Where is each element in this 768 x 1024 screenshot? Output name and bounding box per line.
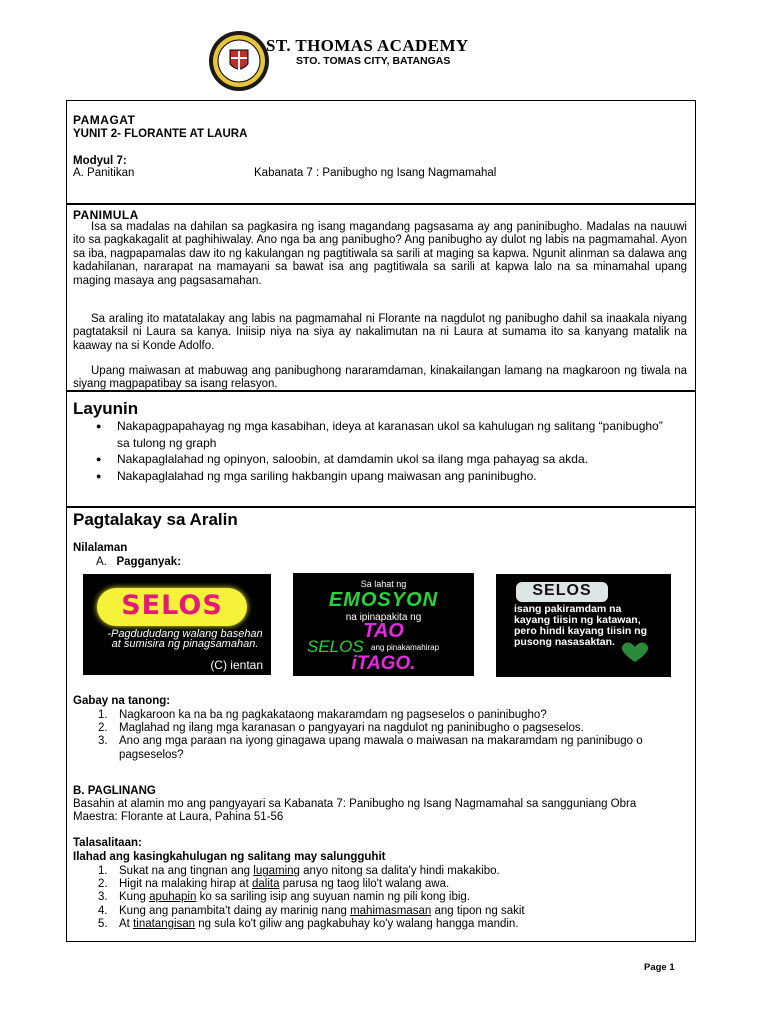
vocabulary-list xyxy=(73,865,687,931)
vocabulary-item xyxy=(73,891,687,904)
module-label: Modyul 7: xyxy=(73,155,127,167)
school-seal-logo xyxy=(208,30,270,92)
img2-line-4: TAO xyxy=(363,620,404,642)
divider xyxy=(66,506,696,508)
item-text: Sukat na ang tingnan ang xyxy=(119,865,254,877)
talasalitaan-heading: Talasalitaan: xyxy=(73,837,142,849)
item-text: Kung ang panambita't daing ay marinig nang xyxy=(119,904,351,917)
selos-image-3 xyxy=(496,574,671,677)
item-text: parusa ng taog lilo't walang awa. xyxy=(279,878,450,891)
question-number: 1. xyxy=(98,709,108,721)
item-number: 2. xyxy=(98,878,108,891)
underlined-word: apuhapin xyxy=(149,891,197,904)
vocabulary-item xyxy=(73,905,687,918)
guide-question xyxy=(73,722,687,735)
paglinang-text: Basahin at alamin mo ang pangyayari sa Kabanata 7: Panibugho ng Isang Nagmamahal sa sangguniang Obra Maestra: Florante at Laura, Pahina 51-56 xyxy=(73,798,637,824)
item-number: 4. xyxy=(98,904,108,917)
img2-line-2: EMOSYON xyxy=(328,589,439,611)
panimula-paragraph-3: Upang maiwasan at mabuwag ang panibughong nararamdaman, kinakailangan lamang na magkaroon ng tiwala na siyang magpapatibay sa isang relasyon. xyxy=(73,365,687,391)
item-text: ang tipon ng sakit xyxy=(431,904,525,917)
pagganyak-label xyxy=(96,556,181,568)
vocabulary-item xyxy=(73,918,687,931)
selos-credit: (C) ientan xyxy=(210,658,263,672)
img2-line-5: SELOS xyxy=(307,637,364,656)
selos-caption-3: isang pakiramdam na kayang tiisin ng katawan, pero hindi kayang tiisin ng pusong nasasaktan. xyxy=(514,603,648,648)
pagtalakay-heading: Pagtalakay sa Aralin xyxy=(73,510,238,529)
gabay-heading: Gabay na tanong: xyxy=(73,695,171,707)
question-number: 2. xyxy=(98,722,108,735)
selos-word-3: SELOS xyxy=(532,582,592,599)
paglinang-heading: B. PAGLINANG xyxy=(73,785,156,797)
img2-line-1: Sa lahat ng xyxy=(360,579,407,589)
objective-item: ● Nakapagpapahayag ng mga kasabihan, ideya at karanasan ukol sa kahulugan ng salitang “panibugho” sa tulong ng graph xyxy=(73,418,673,451)
nilalaman-label: Nilalaman xyxy=(73,542,128,554)
img2-line-3: na ipinapakita ng xyxy=(345,612,422,623)
selos-word-1: SELOS xyxy=(121,590,223,621)
question-text: Maglahad ng ilang mga karanasan o pangyayari na nagdulot ng paninibugho o pagseselos. xyxy=(119,722,584,735)
selos-caption-1: -Pagdududang walang basehan at sumisira ng pinagsamahan. xyxy=(107,628,263,650)
item-number: 3. xyxy=(98,891,108,904)
pagganyak-letter: A. xyxy=(96,556,107,568)
objective-item: ● Nakapaglalahad ng opinyon, saloobin, at damdamin ukol sa ilang mga pahayag sa akda. xyxy=(73,451,673,468)
green-heart-icon xyxy=(618,640,652,664)
item-text: Higit na malaking hirap at xyxy=(119,878,252,891)
question-number: 3. xyxy=(98,735,108,748)
objectives-list xyxy=(73,418,673,484)
item-number: 5. xyxy=(98,917,108,930)
pamagat-heading: PAMAGAT xyxy=(73,113,136,127)
panitikan-label: A. Panitikan xyxy=(73,167,135,179)
school-city: STO. TOMAS CITY, BATANGAS xyxy=(296,55,451,67)
underlined-word: lugaming xyxy=(253,865,300,877)
item-text: anyo nitong sa dalita'y hindi makakibo. xyxy=(299,865,500,877)
divider xyxy=(66,203,696,205)
img2-line-6: ang pinakamahirap xyxy=(371,643,440,652)
school-name: ST. THOMAS ACADEMY xyxy=(266,36,469,55)
chapter-title: Kabanata 7 : Panibugho ng Isang Nagmamahal xyxy=(254,167,497,179)
underlined-word: tinatangisan xyxy=(133,917,196,930)
vocabulary-item xyxy=(73,865,687,878)
layunin-heading: Layunin xyxy=(73,399,139,418)
panimula-paragraph-2: Sa araling ito matatalakay ang labis na pagmamahal ni Florante na nagdulot ng panibugho dahil sa inaakala niyang pagtataksil ni Laura sa kanya. Iniisip niya na siya ay nakalimutan na ni Laura at sumama ito sa kanyang matalik na kaaway na si Konde Adolfo. xyxy=(73,313,687,352)
selos-image-2 xyxy=(293,573,474,676)
objective-item: ● Nakapaglalahad ng mga sariling hakbangin upang maiwasan ang paninibugho. xyxy=(73,468,673,485)
item-text: Kung xyxy=(119,891,150,904)
guide-question xyxy=(73,735,687,761)
img2-line-7: iTAGO. xyxy=(351,653,416,674)
pagganyak-text: Pagganyak: xyxy=(116,556,182,568)
talasalitaan-instruction: Ilahad ang kasingkahulugan ng salitang may salungguhit xyxy=(73,851,386,863)
vocabulary-item xyxy=(73,878,687,891)
guide-question xyxy=(73,709,687,722)
page-number: Page 1 xyxy=(644,962,675,973)
panimula-heading: PANIMULA xyxy=(73,208,139,222)
unit-title: YUNIT 2- FLORANTE AT LAURA xyxy=(73,128,248,140)
item-text: ng sula ko't giliw ang pagkabuhay ko'y walang hangga mandin. xyxy=(195,917,519,930)
item-number: 1. xyxy=(98,865,108,877)
item-text: ko sa sariling isip ang suyuan namin ng pili kong ibig. xyxy=(196,891,470,904)
item-text: At xyxy=(119,917,134,930)
question-text: Ano ang mga paraan na iyong ginagawa upang mawala o maiwasan na makaramdam ng paninibugo o pagseselos? xyxy=(119,735,643,761)
selos-image-1 xyxy=(83,574,271,675)
question-text: Nagkaroon ka na ba ng pagkakataong makaramdam ng pagseselos o paninibugho? xyxy=(119,709,547,721)
panimula-paragraph-1: Isa sa madalas na dahilan sa pagkasira ng isang magandang pagsasama ay ang paninibugho. Madalas na nauuwi ito sa pagkakagalit at paghihiwalay. Ano nga ba ang panibugho? Ang panibugho ay dulot ng labis na pagmamahal. Ayon sa iba, nagpapamalas daw ito ng kakulangan ng pagtitiwala sa sarili at maging sa kapwa. Ngunit alinman sa dalawa ang kadahilanan, nararapat na mamayani sa bawat isa ang pagtitiwala sa sarili at kapwa lalo na sa minamahal upang maging masaya ang pagsasamahan. xyxy=(73,221,687,287)
underlined-word: dalita xyxy=(251,878,280,891)
guide-questions xyxy=(73,709,687,762)
underlined-word: mahimasmasan xyxy=(350,904,432,917)
